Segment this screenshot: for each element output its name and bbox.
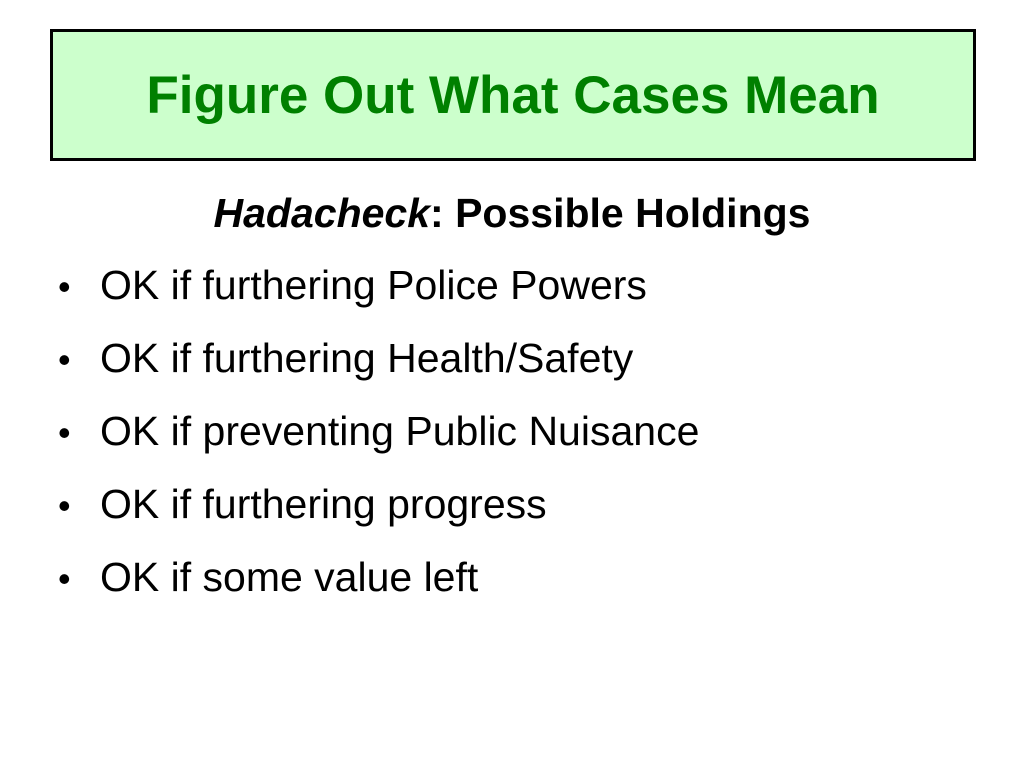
subtitle-rest: : Possible Holdings: [430, 190, 811, 236]
list-item-text: OK if furthering Health/Safety: [100, 335, 634, 381]
slide-title: Figure Out What Cases Mean: [146, 65, 880, 125]
list-item: [58, 262, 699, 335]
slide-subtitle: [0, 190, 1024, 237]
bullet-icon: •: [58, 412, 71, 453]
bullet-icon: •: [58, 485, 71, 526]
list-item: [58, 481, 699, 554]
list-item: [58, 408, 699, 481]
list-item-text: OK if furthering progress: [100, 481, 547, 527]
holdings-list: [58, 262, 699, 627]
list-item-text: OK if furthering Police Powers: [100, 262, 647, 308]
bullet-icon: •: [58, 558, 71, 599]
case-name: Hadacheck: [213, 190, 431, 236]
bullet-icon: •: [58, 266, 71, 307]
list-item: [58, 554, 699, 627]
bullet-icon: •: [58, 339, 71, 380]
slide-title-box: [50, 29, 976, 161]
list-item-text: OK if some value left: [100, 554, 479, 600]
list-item: [58, 335, 699, 408]
list-item-text: OK if preventing Public Nuisance: [100, 408, 700, 454]
